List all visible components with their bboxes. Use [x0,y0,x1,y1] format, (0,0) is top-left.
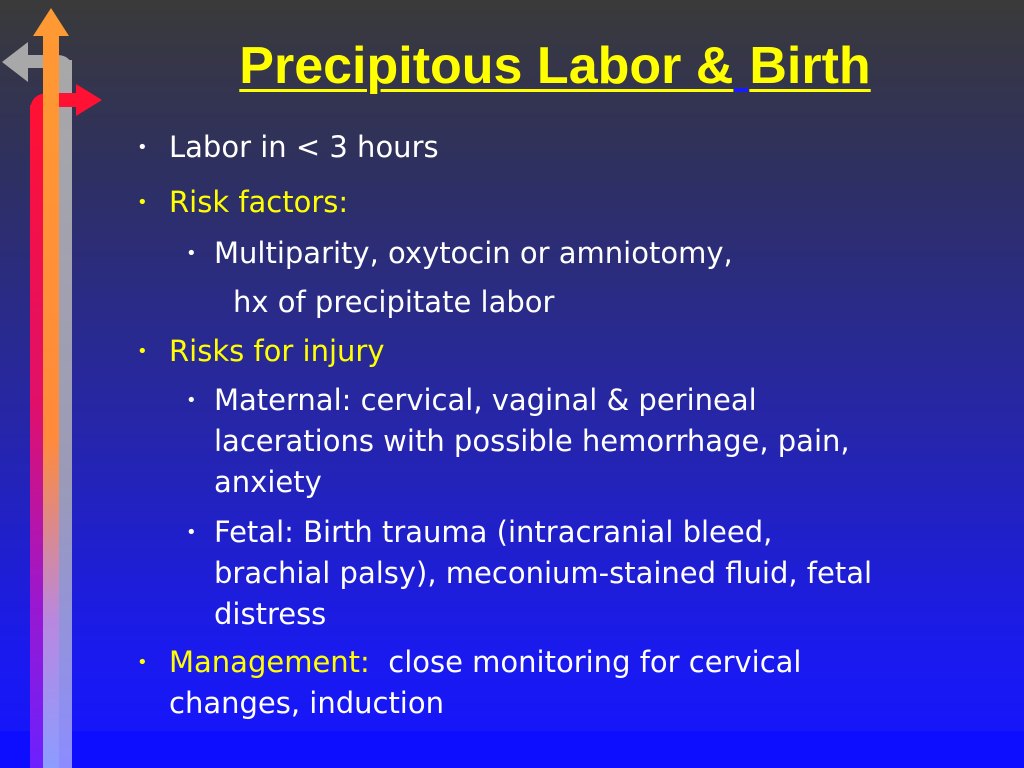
bullet-icon: • [137,341,148,362]
management-label: Management: [169,645,370,679]
heading-risks-for-injury: Risks for injury [169,334,385,368]
bullet-icon: • [137,652,148,673]
sub-bullet-text: Maternal: cervical, vaginal & perineal [214,383,757,417]
sub-bullet-text: brachial palsy), meconium-stained fluid, fetal [214,556,873,590]
sub-bullet-continuation: hx of precipitate labor [233,285,555,319]
sub-bullet-icon: • [186,522,197,543]
sub-bullet-icon: • [186,390,197,411]
heading-risk-factors: Risk factors: [169,185,349,219]
sub-bullet-icon: • [186,243,197,264]
sub-bullet-text: distress [214,597,327,631]
sub-bullet-text: anxiety [214,465,322,499]
management-continuation: changes, induction [169,686,444,720]
bullet-icon: • [137,137,148,158]
management-rest: close monitoring for cervical [369,645,802,679]
sub-bullet-text: lacerations with possible hemorrhage, pain, [214,424,850,458]
bullet-icon: • [137,192,148,213]
title-text-end: Birth [749,37,871,95]
title-text: Precipitous Labor & [239,37,734,95]
sub-bullet-text: Multiparity, oxytocin or amniotomy, [214,236,733,270]
sub-bullet-text: Fetal: Birth trauma (intracranial bleed, [214,515,773,549]
management-text [169,642,802,682]
bullet-text: Labor in < 3 hours [169,130,439,164]
